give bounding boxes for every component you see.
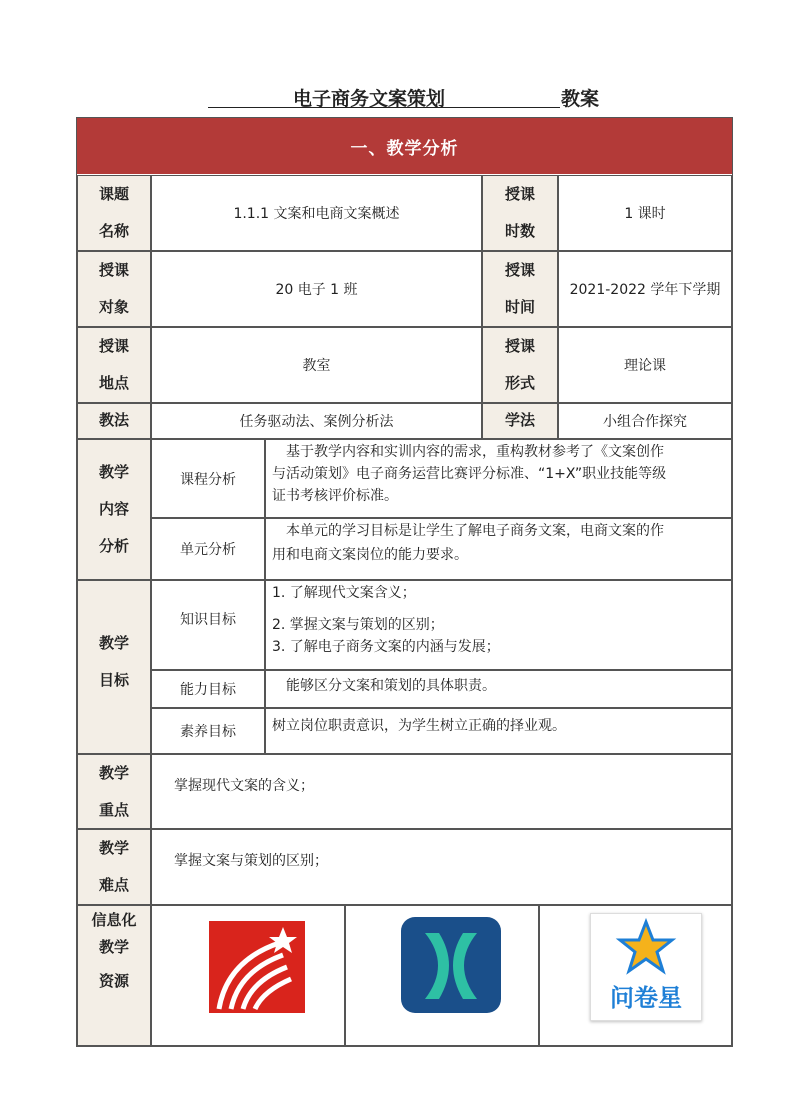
- text-line: 用和电商文案岗位的能力要求。: [272, 547, 468, 563]
- label-key-point: [77, 754, 151, 829]
- quality-goal-text: [265, 708, 732, 754]
- label-method: [77, 403, 151, 439]
- label-line: 形式: [504, 374, 535, 392]
- label-form: [482, 327, 558, 403]
- title-suffix: 教案: [561, 88, 600, 110]
- unit-analysis-text: [265, 518, 732, 580]
- label-course-name: [77, 175, 151, 251]
- target-value: 20 电子 1 班: [151, 251, 482, 327]
- course-name-value: 1.1.1 文案和电商文案概述: [151, 175, 482, 251]
- place-value: 教室: [151, 327, 482, 403]
- label-line: 教学: [98, 463, 129, 481]
- label-line: 教学: [98, 764, 129, 782]
- label-hours: [482, 175, 558, 251]
- xuexi-x-logo-icon[interactable]: [399, 915, 503, 1015]
- text-line: 本单元的学习目标是让学生了解电子商务文案，电商文案的作: [286, 523, 664, 539]
- label-line: 学法: [504, 411, 535, 429]
- label-difficulty: [77, 829, 151, 905]
- label-line: 对象: [98, 298, 129, 316]
- label-resources: [77, 905, 151, 1046]
- label-content-analysis: [77, 439, 151, 580]
- key-point-text: [151, 754, 732, 829]
- quality-goal-label: 素养目标: [151, 708, 265, 754]
- text-line: 3. 了解电子商务文案的内涵与发展；: [272, 639, 500, 655]
- method-value: 任务驱动法、案例分析法: [151, 403, 482, 439]
- knowledge-goal-label: 知识目标: [151, 580, 265, 670]
- section-header-text: 一、教学分析: [350, 138, 459, 159]
- section-header: [77, 118, 732, 174]
- text-line: 掌握文案与策划的区别；: [174, 853, 328, 869]
- label-line: 授课: [98, 337, 129, 355]
- xuexitong-logo-icon[interactable]: [209, 921, 305, 1013]
- difficulty-text: [151, 829, 732, 905]
- label-line: 教学: [98, 839, 129, 857]
- label-line: 课题: [98, 185, 129, 203]
- label-line: 教学: [98, 634, 129, 652]
- course-analysis-label: 课程分析: [151, 439, 265, 518]
- title-course-name: 电子商务文案策划: [293, 88, 446, 110]
- label-target: [77, 251, 151, 327]
- text-line: 能够区分文案和策划的具体职责。: [286, 678, 496, 694]
- label-line: 名称: [98, 222, 129, 240]
- course-analysis-text: [265, 439, 732, 518]
- wenjuanxing-text: 问卷星: [610, 984, 682, 1012]
- label-line: 时间: [504, 298, 535, 316]
- label-place: [77, 327, 151, 403]
- label-line: 分析: [98, 537, 129, 555]
- wenjuanxing-logo-icon[interactable]: [590, 913, 702, 1021]
- label-line: 授课: [504, 185, 535, 203]
- unit-analysis-label: 单元分析: [151, 518, 265, 580]
- label-time: [482, 251, 558, 327]
- label-goals: [77, 580, 151, 754]
- label-line: 地点: [98, 374, 129, 392]
- text-line: 证书考核评价标准。: [272, 488, 398, 504]
- label-line: 难点: [98, 876, 129, 894]
- knowledge-goal-text: [265, 580, 732, 670]
- text-line: 1. 了解现代文案含义；: [272, 585, 416, 601]
- form-value: 理论课: [558, 327, 732, 403]
- label-line: 教法: [98, 411, 129, 429]
- label-line: 教学: [98, 938, 129, 956]
- time-value: 2021-2022 学年下学期: [558, 251, 732, 327]
- ability-goal-text: [265, 670, 732, 708]
- label-line: 内容: [98, 500, 129, 518]
- text-line: 树立岗位职责意识，为学生树立正确的择业观。: [272, 718, 566, 734]
- label-learn: [482, 403, 558, 439]
- learn-value: 小组合作探究: [558, 403, 732, 439]
- text-line: 掌握现代文案的含义；: [174, 778, 314, 794]
- label-line: 授课: [98, 261, 129, 279]
- label-line: 授课: [504, 337, 535, 355]
- label-line: 时数: [504, 222, 535, 240]
- label-line: 信息化: [91, 911, 137, 929]
- text-line: 基于教学内容和实训内容的需求，重构教材参考了《文案创作: [286, 444, 664, 460]
- text-line: 2. 掌握文案与策划的区别；: [272, 617, 444, 633]
- label-line: 授课: [504, 261, 535, 279]
- text-line: 与活动策划》电子商务运营比赛评分标准、“1+X”职业技能等级: [272, 466, 667, 482]
- star-icon: [591, 914, 701, 984]
- ability-goal-label: 能力目标: [151, 670, 265, 708]
- label-line: 重点: [98, 801, 129, 819]
- hours-value: 1 课时: [558, 175, 732, 251]
- label-line: 目标: [98, 671, 129, 689]
- label-line: 资源: [98, 972, 129, 990]
